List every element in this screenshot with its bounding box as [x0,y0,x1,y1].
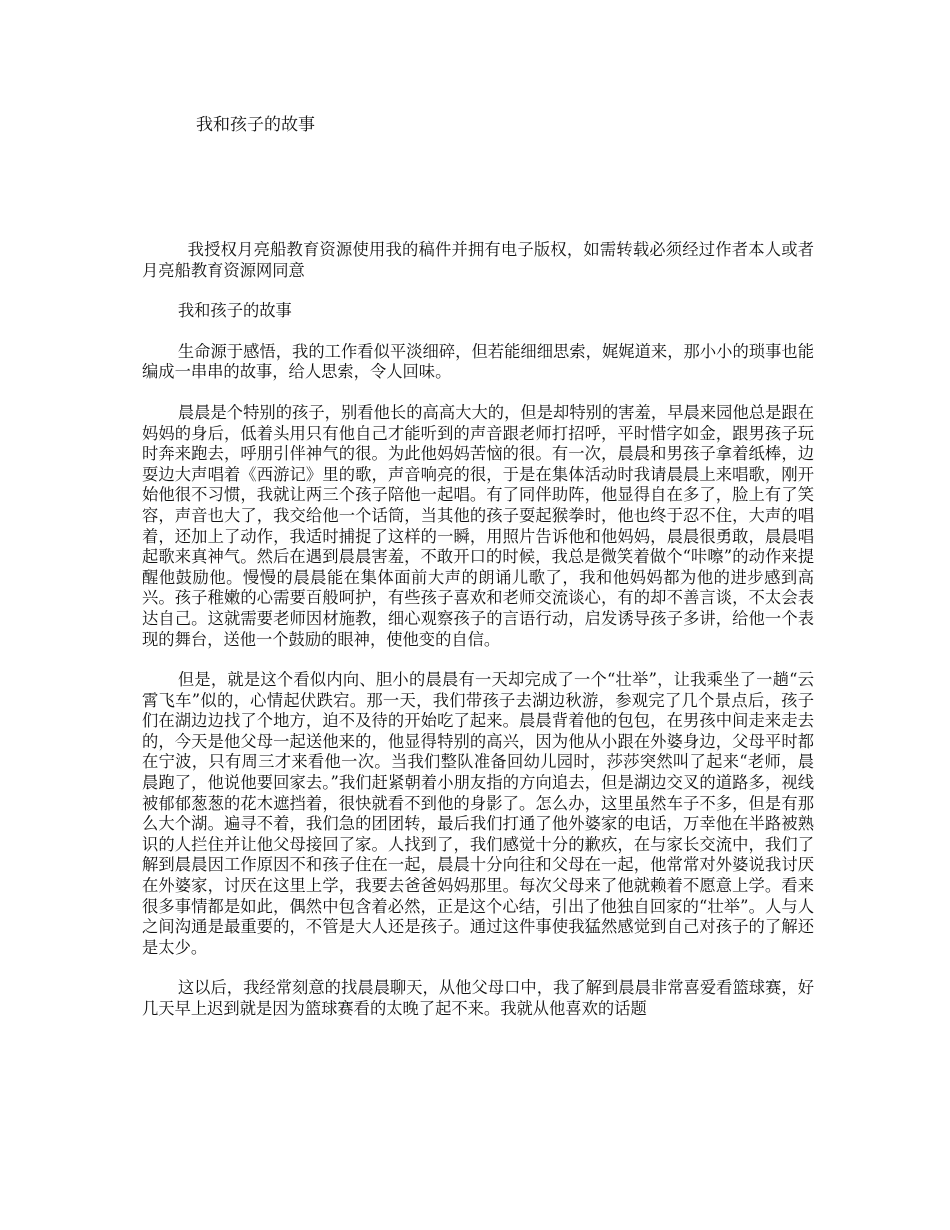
section-heading: 我和孩子的故事 [177,301,292,321]
paragraph-story-shy: 晨晨是个特别的孩子，别看他长的高高大大的，但是却特别的害羞，早晨来园他总是跟在妈妈的身后，低着头用只有他自己才能听到的声音跟老师打招呼，平时惜字如金，跟男孩子玩时奔来跑去，呼朋引伴神气的很。为此他妈妈苦恼的很。有一次，晨晨和男孩子拿着纸棒，边耍边大声唱着《西游记》里的歌，声音响亮的很，于是在集体活动时我请晨晨上来唱歌，刚开始他很不习惯，我就让两三个孩子陪他一起唱。有了同伴助阵，他显得自在多了，脸上有了笑容，声音也大了，我交给他一个话筒，当其他的孩子耍起猴拳时，他也终于忍不住，大声的唱着，还加上了动作，我适时捕捉了这样的一瞬，用照片告诉他和他妈妈，晨晨很勇敢，晨晨唱起歌来真神气。然后在遇到晨晨害羞，不敢开口的时候，我总是微笑着做个“咔嚓”的动作来提醒他鼓励他。慢慢的晨晨能在集体面前大声的朗诵儿歌了，我和他妈妈都为他的进步感到高兴。孩子稚嫩的心需要百般呵护，有些孩子喜欢和老师交流谈心，有的却不善言谈，不太会表达自己。这就需要老师因材施教，细心观察孩子的言语行动，启发诱导孩子多讲，给他一个表现的舞台，送他一个鼓励的眼神，使他变的自信。 [142,402,814,649]
paragraph-story-runaway: 但是，就是这个看似内向、胆小的晨晨有一天却完成了一个“壮举”，让我乘坐了一趟“云霄飞车”似的，心情起伏跌宕。那一天，我们带孩子去湖边秋游，参观完了几个景点后，孩子们在湖边边找了个地方，迫不及待的开始吃了起来。晨晨背着他的包包，在男孩中间走来走去的，今天是他父母一起送他来的，他显得特别的高兴，因为他从小跟在外婆身边，父母平时都在宁波，只有周三才来看他一次。当我们整队准备回幼儿园时，莎莎突然叫了起来“老师，晨晨跑了，他说他要回家去。”我们赶紧朝着小朋友指的方向追去，但是湖边交叉的道路多，视线被郁郁葱葱的花木遮挡着，很快就看不到他的身影了。怎么办，这里虽然车子不多，但是有那么大个湖。遍寻不着，我们急的团团转，最后我们打通了他外婆家的电话，万幸他在半路被熟识的人拦住并让他父母接回了家。人找到了，我们感觉十分的歉疚，在与家长交流中，我们了解到晨晨因工作原因不和孩子住在一起，晨晨十分向往和父母在一起，他常常对外婆说我讨厌在外婆家，讨厌在这里上学，我要去爸爸妈妈那里。每次父母来了他就赖着不愿意上学。看来很多事情都是如此，偶然中包含着必然，正是这个心结，引出了他独自回家的“壮举”。人与人之间沟通是最重要的，不管是大人还是孩子。通过这件事使我猛然感觉到自己对孩子的了解还是太少。 [142,670,814,957]
document-body [142,240,814,1020]
paragraph-intro: 生命源于感悟，我的工作看似平淡细碎，但若能细细思索，娓娓道来，那小小的琐事也能编成一串串的故事，给人思索，令人回味。 [142,341,814,382]
document-title: 我和孩子的故事 [196,115,315,135]
copyright-notice: 我授权月亮船教育资源使用我的稿件并拥有电子版权，如需转载必须经过作者本人或者月亮船教育资源网同意 [142,240,814,280]
paragraph-story-followup: 这以后，我经常刻意的找晨晨聊天，从他父母口中，我了解到晨晨非常喜爱看篮球赛，好几天早上迟到就是因为篮球赛看的太晚了起不来。我就从他喜欢的话题 [142,978,814,1018]
